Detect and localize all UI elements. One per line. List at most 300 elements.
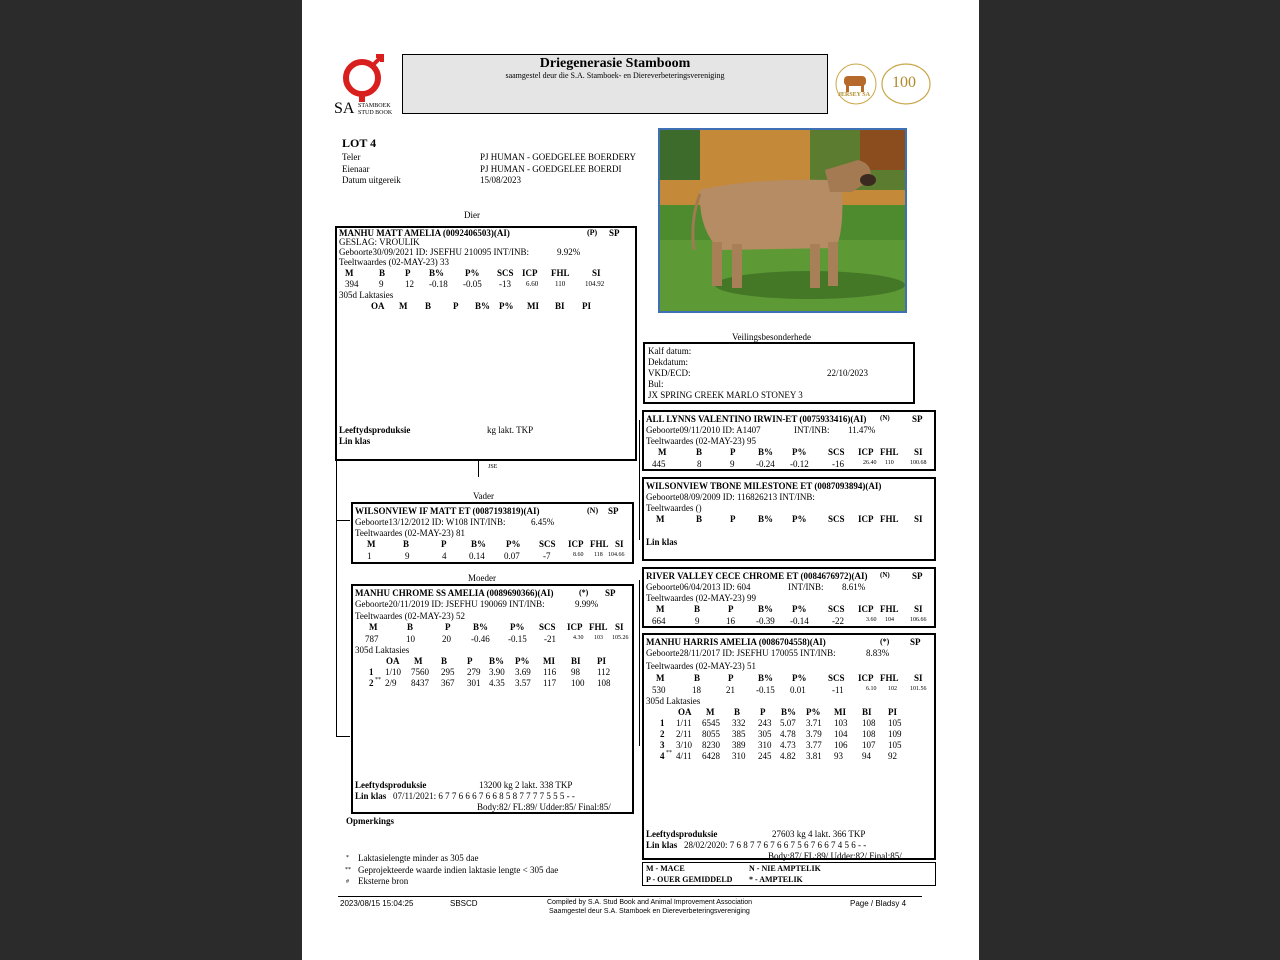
mgs-inb: 8.61% [842, 582, 866, 592]
mgs-ebv-header-ppct: P% [792, 604, 807, 614]
logo-stamboek-text: STAMBOEK [358, 103, 391, 109]
mgd-ebv-header-icp: ICP [858, 673, 874, 683]
lactation-cell: 301 [467, 678, 481, 688]
lactation-cell: 1/11 [676, 718, 692, 728]
mgs-ebv-header-p: P [728, 604, 734, 614]
lactation-cell: 8437 [411, 678, 429, 688]
footer-compiled-af: Saamgestel deur S.A. Stamboek en Diereverbeteringsvereniging [549, 908, 750, 915]
mgs-ebv-value-bpct: -0.39 [756, 616, 775, 626]
lactation-cell: 3.71 [806, 718, 822, 728]
pgd-ebv-header-m: M [656, 514, 665, 524]
lak-header-oa: OA [371, 301, 385, 311]
mgd-lin-label: Lin klas [646, 840, 678, 850]
lactation-cell: 305 [758, 729, 772, 739]
title-box [402, 54, 828, 114]
sire-name: WILSONVIEW IF MATT ET (0087193819)(AI) [355, 506, 540, 516]
pgs-ebv-value-b: 8 [697, 459, 702, 469]
sire-ebv-value-b: 9 [405, 551, 410, 561]
dam-lak-header-ppct: P% [515, 656, 530, 666]
pgs-ebv-value-bpct: -0.24 [756, 459, 775, 469]
pedigree-page [302, 0, 979, 960]
dam-ebv-header-p: P [445, 622, 451, 632]
mgd-lak-header-oa: OA [678, 707, 692, 717]
dam-ebv-header-bpct: B% [473, 622, 489, 632]
mgd-ebv-value-m: 530 [652, 685, 666, 695]
lactation-cell: 4.82 [780, 751, 796, 761]
connector-line [336, 460, 337, 736]
mgs-sp: SP [912, 571, 923, 581]
footnote-text: Laktasielengte minder as 305 dae [358, 853, 479, 863]
mgs-ebv-value-ppct: -0.14 [790, 616, 809, 626]
footnote-mark: ** [345, 867, 351, 873]
auction-label-vkd: VKD/ECD: [648, 368, 691, 378]
dam-ebv-value-scs: -21 [544, 634, 556, 644]
lactation-number: 2 [369, 678, 374, 688]
mgd-ebv-value-ppct: 0.01 [790, 685, 806, 695]
lot-title: LOT 4 [342, 136, 377, 150]
auction-bull-name: JX SPRING CREEK MARLO STONEY 3 [648, 390, 803, 400]
lactation-cell: 108 [862, 718, 876, 728]
lactation-cell: 3/10 [676, 740, 693, 750]
mgd-lak-header-ppct: P% [806, 707, 821, 717]
mgd-ebv-header-scs: SCS [828, 673, 845, 683]
lactation-cell: 4.35 [489, 678, 505, 688]
logo-sa-text: SA [334, 100, 355, 117]
animal-laktasies: 305d Laktasies [339, 290, 394, 300]
mgd-ebv-value-bpct: -0.15 [756, 685, 775, 695]
paternal-granddam-box [642, 477, 936, 561]
dam-lak-header-p: P [467, 656, 473, 666]
lactation-cell: 104 [834, 729, 848, 739]
sa-studbook-logo [332, 52, 404, 120]
mgd-teelt: Teeltwaardes (02-MAY-23) 51 [646, 661, 757, 671]
pgs-intinb: INT/INB: [794, 425, 830, 435]
animal-birth: Geboorte30/09/2021 ID: JSEFHU 210095 INT/INB: [339, 247, 529, 257]
section-label-dier: Dier [464, 210, 480, 220]
lactation-cell: 106 [834, 740, 848, 750]
lactation-cell: 310 [732, 751, 746, 761]
lactation-cell: 8055 [702, 729, 720, 739]
pgs-birth: Geboorte09/11/2010 ID: A1407 [646, 425, 761, 435]
connector-line [478, 460, 479, 477]
lactation-cell: 107 [862, 740, 876, 750]
ebv-value-scs: -13 [499, 279, 511, 289]
dam-ebv-value-b: 10 [406, 634, 415, 644]
animal-teelt: Teeltwaardes (02-MAY-23) 33 [339, 257, 450, 267]
lak-header-ppct: P% [499, 301, 514, 311]
pgs-ebv-value-si: 100.68 [910, 460, 927, 466]
dam-lak-header-bi: BI [571, 656, 581, 666]
lot-label-teler: Teler [342, 152, 361, 162]
mgs-name: RIVER VALLEY CECE CHROME ET (0084676972)(AI) [646, 571, 868, 581]
lactation-cell: 93 [834, 751, 843, 761]
jersey-sa-logo [834, 62, 932, 106]
dam-lak-header-pi: PI [597, 656, 606, 666]
lactation-cell: 3.57 [515, 678, 531, 688]
sire-ebv-value-scs: -7 [543, 551, 551, 561]
auction-label-dek: Dekdatum: [648, 357, 688, 367]
sire-ebv-value-ppct: 0.07 [504, 551, 520, 561]
mgd-birth: Geboorte28/11/2017 ID: JSEFHU 170055 INT/INB: [646, 648, 836, 658]
pgs-ebv-header-ppct: P% [792, 447, 807, 457]
ebv-header-m: M [345, 268, 354, 278]
lak-header-b: B [425, 301, 432, 311]
lactation-number: 3 [660, 740, 665, 750]
sire-sp: SP [608, 506, 619, 516]
lactation-cell: 105 [888, 718, 902, 728]
lactation-cell: 7560 [411, 667, 429, 677]
mgs-tag: (N) [880, 571, 890, 579]
pgd-ebv-header-ppct: P% [792, 514, 807, 524]
mgd-leef-value: 27603 kg 4 lakt. 366 TKP [772, 829, 866, 839]
dam-ebv-value-m: 787 [365, 634, 379, 644]
dam-lak-header-m: M [414, 656, 423, 666]
ebv-value-icp: 6.60 [526, 280, 539, 288]
mgs-ebv-header-m: M [656, 604, 665, 614]
animal-tag: (P) [587, 228, 598, 237]
footer-page: Page / Bladsy 4 [850, 899, 907, 908]
lactation-cell: 8230 [702, 740, 720, 750]
mgs-ebv-header-fhl: FHL [880, 604, 899, 614]
lactation-number: 4 [660, 751, 665, 761]
sire-ebv-value-p: 4 [442, 551, 447, 561]
mgd-laktasies: 305d Laktasies [646, 696, 701, 706]
dam-laktasies: 305d Laktasies [355, 645, 410, 655]
dam-leef-value: 13200 kg 2 lakt. 338 TKP [479, 780, 573, 790]
lot-value-datum: 15/08/2023 [480, 175, 522, 185]
mgd-name: MANHU HARRIS AMELIA (0086704558)(AI) [646, 637, 826, 647]
ebv-header-si: SI [592, 268, 601, 278]
mgd-lak-header-b: B [734, 707, 741, 717]
sire-ebv-value-bpct: 0.14 [469, 551, 485, 561]
lactation-cell: 6545 [702, 718, 720, 728]
mgs-ebv-header-scs: SCS [828, 604, 845, 614]
footer-datetime: 2023/08/15 15:04:25 [340, 899, 414, 908]
pgs-ebv-value-p: 9 [730, 459, 735, 469]
paternal-grandsire-box [642, 410, 936, 471]
connector-line [639, 420, 640, 540]
dam-lak-header-bpct: B% [489, 656, 505, 666]
sire-ebv-header-ppct: P% [506, 539, 521, 549]
pgd-ebv-header-fhl: FHL [880, 514, 899, 524]
mgd-ebv-header-p: P [728, 673, 734, 683]
pgd-ebv-header-si: SI [914, 514, 923, 524]
legend-box [642, 862, 936, 886]
connector-line [336, 736, 350, 737]
footer-code: SBSCD [450, 899, 478, 908]
mgd-lak-header-pi: PI [888, 707, 897, 717]
dam-leef-label: Leeftydsproduksie [355, 780, 427, 790]
legend-value-n: N - NIE AMPTELIK [749, 864, 821, 873]
lactation-number: 2 [660, 729, 665, 739]
ebv-value-ppct: -0.05 [463, 279, 482, 289]
mgs-ebv-header-b: B [694, 604, 701, 614]
auction-label-kalf: Kalf datum: [648, 346, 692, 356]
pgs-inb: 11.47% [848, 425, 876, 435]
lak-header-bpct: B% [475, 301, 491, 311]
pgs-ebv-header-m: M [658, 447, 667, 457]
logo-studbook-text: STUD BOOK [358, 110, 393, 116]
dam-ebv-header-scs: SCS [539, 622, 556, 632]
lactation-cell: 4.73 [780, 740, 796, 750]
mgs-ebv-value-fhl: 104 [885, 617, 894, 623]
lactation-cell: 105 [888, 740, 902, 750]
lactation-cell: 100 [571, 678, 585, 688]
lot-label-eienaar: Eienaar [342, 164, 370, 174]
mgd-lak-header-mi: MI [834, 707, 846, 717]
pgd-ebv-header-scs: SCS [828, 514, 845, 524]
footer-rule [338, 896, 922, 897]
sire-ebv-value-fhl: 118 [594, 552, 603, 558]
sire-ebv-value-icp: 8.60 [573, 552, 584, 558]
lactation-cell: 367 [441, 678, 455, 688]
dam-lin-value: 07/11/2021: 6 7 7 6 6 6 7 6 6 8 5 8 7 7 7 7 5 5 5 - - [393, 791, 575, 801]
sire-ebv-header-si: SI [615, 539, 624, 549]
mgd-ebv-value-icp: 6.10 [866, 686, 877, 692]
mgs-ebv-header-bpct: B% [758, 604, 774, 614]
ebv-header-b: B [379, 268, 386, 278]
jersey-heifer-photo-icon [660, 130, 905, 311]
mgd-ebv-value-fhl: 102 [888, 686, 897, 692]
lactation-cell: 108 [597, 678, 611, 688]
connector-line [336, 520, 350, 521]
lactation-cell: 116 [543, 667, 557, 677]
page-title: Driegenerasie Stamboom [539, 56, 691, 71]
lot-value-eienaar: PJ HUMAN - GOEDGELEE BOERDI [480, 164, 622, 174]
lactation-cell: 279 [467, 667, 481, 677]
pgs-ebv-header-bpct: B% [758, 447, 774, 457]
lactation-cell: 3.90 [489, 667, 505, 677]
lactation-number: 1 [660, 718, 665, 728]
mgd-ebv-value-scs: -11 [832, 685, 844, 695]
auction-details-box [643, 342, 915, 404]
lactation-cell: 243 [758, 718, 772, 728]
mgd-body: Body:87/ FL:89/ Udder:82/ Final:85/ [768, 851, 902, 861]
mgd-lak-header-bpct: B% [781, 707, 797, 717]
pgs-ebv-value-ppct: -0.12 [790, 459, 809, 469]
page-subtitle: saamgestel deur die S.A. Stamboek- en Diereverbeteringsvereniging [505, 71, 725, 80]
animal-sp: SP [609, 228, 620, 238]
jersey-sa-text: JERSEY SA [838, 92, 870, 98]
dam-tag: (*) [579, 588, 589, 597]
ebv-header-p: P [405, 268, 411, 278]
lactation-projected-mark: ** [375, 677, 381, 683]
dam-ebv-header-b: B [407, 622, 414, 632]
lactation-cell: 332 [732, 718, 746, 728]
animal-photo [658, 128, 907, 313]
mgd-lak-header-bi: BI [862, 707, 872, 717]
lactation-cell: 4.78 [780, 729, 796, 739]
pgs-ebv-value-scs: -16 [832, 459, 844, 469]
pgs-tag: (N) [880, 414, 890, 422]
mgs-ebv-value-b: 9 [695, 616, 700, 626]
sire-ebv-header-scs: SCS [539, 539, 556, 549]
ebv-header-scs: SCS [497, 268, 514, 278]
footnote-mark: # [346, 879, 349, 885]
sire-ebv-header-bpct: B% [471, 539, 487, 549]
centenary-number: 100 [892, 74, 916, 91]
lactation-cell: 3.81 [806, 751, 822, 761]
lot-label-datum: Datum uitgereik [342, 175, 401, 185]
pgd-ebv-header-icp: ICP [858, 514, 874, 524]
dam-ebv-value-ppct: -0.15 [508, 634, 527, 644]
dam-box [351, 584, 634, 814]
dam-ebv-value-p: 20 [442, 634, 451, 644]
mgd-ebv-header-m: M [656, 673, 665, 683]
dam-ebv-value-icp: 4.30 [573, 635, 584, 641]
pgs-ebv-header-scs: SCS [828, 447, 845, 457]
mgd-ebv-header-si: SI [914, 673, 923, 683]
dam-ebv-header-si: SI [615, 622, 624, 632]
sire-ebv-header-b: B [403, 539, 410, 549]
sire-ebv-header-fhl: FHL [590, 539, 609, 549]
lactation-cell: 94 [862, 751, 871, 761]
legend-value-star: * - AMPTELIK [749, 875, 803, 884]
mgs-ebv-value-m: 664 [652, 616, 666, 626]
mgd-ebv-header-b: B [694, 673, 701, 683]
ebv-value-m: 394 [345, 279, 359, 289]
pgd-teelt: Teeltwaardes () [646, 503, 702, 513]
lactation-cell: 3.69 [515, 667, 531, 677]
mgs-birth: Geboorte06/04/2013 ID: 604 [646, 582, 751, 592]
auction-label-bul: Bul: [648, 379, 664, 389]
pgd-ebv-header-p: P [730, 514, 736, 524]
mgd-sp: SP [910, 637, 921, 647]
lactation-cell: 117 [543, 678, 557, 688]
ebv-value-si: 104.92 [585, 280, 605, 288]
mgd-inb: 8.83% [866, 648, 890, 658]
dam-ebv-header-fhl: FHL [589, 622, 608, 632]
opmerkings-label: Opmerkings [346, 816, 395, 826]
ebv-header-ppct: P% [465, 268, 480, 278]
dam-lak-header-mi: MI [543, 656, 555, 666]
lactation-cell: 5.07 [780, 718, 796, 728]
animal-ebv-header [345, 268, 354, 278]
mgd-leef-label: Leeftydsproduksie [646, 829, 718, 839]
connector-line [639, 580, 640, 746]
lactation-cell: 92 [888, 751, 897, 761]
pgd-birth: Geboorte08/09/2009 ID: 116826213 INT/INB: [646, 492, 815, 502]
footnote-text: Geprojekteerde waarde indien laktasie lengte < 305 dae [358, 865, 559, 875]
footnote-text: Eksterne bron [358, 876, 409, 886]
ebv-header-fhl: FHL [551, 268, 570, 278]
mgd-lak-header-p: P [760, 707, 766, 717]
animal-box [335, 226, 637, 461]
lactation-cell: 295 [441, 667, 455, 677]
sire-ebv-header-m: M [367, 539, 376, 549]
pgs-ebv-value-icp: 26.40 [863, 460, 877, 466]
maternal-grandsire-box [642, 567, 936, 628]
pgs-name: ALL LYNNS VALENTINO IRWIN-ET (0075933416)(AI) [646, 414, 867, 424]
lactation-cell: 2/11 [676, 729, 692, 739]
mgd-ebv-value-b: 18 [692, 685, 701, 695]
mgs-ebv-header-si: SI [914, 604, 923, 614]
lactation-number: 1 [369, 667, 374, 677]
sire-box [351, 502, 634, 564]
lak-header-bi: BI [555, 301, 565, 311]
sire-ebv-header-icp: ICP [568, 539, 584, 549]
mgd-lin-value: 28/02/2020: 7 6 8 7 7 6 7 6 6 7 5 6 7 6 6 7 4 5 6 - - [684, 840, 867, 850]
lak-header-pi: PI [582, 301, 591, 311]
mgd-tag: (*) [880, 637, 890, 646]
lactation-cell: 103 [834, 718, 848, 728]
sire-ebv-header-p: P [441, 539, 447, 549]
lactation-cell: 109 [888, 729, 902, 739]
legend-key-m: M - MACE [646, 864, 685, 873]
mgd-ebv-header-fhl: FHL [880, 673, 899, 683]
lactation-cell: 389 [732, 740, 746, 750]
pgs-sp: SP [912, 414, 923, 424]
lactation-cell: 6428 [702, 751, 720, 761]
pgs-teelt: Teeltwaardes (02-MAY-23) 95 [646, 436, 757, 446]
lak-header-mi: MI [527, 301, 539, 311]
dam-ebv-value-bpct: -0.46 [471, 634, 490, 644]
lak-header-m: M [399, 301, 408, 311]
pgs-ebv-header-icp: ICP [858, 447, 874, 457]
lot-value-teler: PJ HUMAN - GOEDGELEE BOERDERY [480, 152, 636, 162]
ebv-value-p: 12 [405, 279, 414, 289]
auction-value-vkd: 22/10/2023 [827, 368, 869, 378]
dam-ebv-value-fhl: 103 [594, 635, 603, 641]
dam-ebv-value-si: 105.26 [612, 635, 629, 641]
lactation-cell: 4/11 [676, 751, 692, 761]
mgd-ebv-value-si: 101.56 [910, 686, 927, 692]
footnote-mark: * [346, 855, 349, 861]
sire-inb: 6.45% [531, 517, 555, 527]
pgd-ebv-header-bpct: B% [758, 514, 774, 524]
pgs-ebv-header-b: B [696, 447, 703, 457]
dam-body: Body:82/ FL:89/ Udder:85/ Final:85/ [477, 802, 611, 812]
mgd-ebv-value-p: 21 [726, 685, 735, 695]
studbook-emblem-icon [332, 52, 404, 102]
lactation-cell: 112 [597, 667, 611, 677]
dam-lak-header-oa: OA [386, 656, 400, 666]
ebv-value-fhl: 110 [555, 280, 566, 288]
dam-sp: SP [605, 588, 616, 598]
mgd-ebv-header-ppct: P% [792, 673, 807, 683]
lactation-cell: 3.77 [806, 740, 822, 750]
section-label-vader: Vader [473, 491, 494, 501]
maternal-granddam-box [642, 633, 936, 860]
pgs-ebv-header-si: SI [914, 447, 923, 457]
lactation-cell: 385 [732, 729, 746, 739]
sire-teelt: Teeltwaardes (02-MAY-23) 81 [355, 528, 466, 538]
mgs-ebv-value-si: 106.66 [910, 617, 927, 623]
sire-tag: (N) [587, 506, 599, 515]
mgs-intinb: INT/INB: [788, 582, 824, 592]
mgs-ebv-header-icp: ICP [858, 604, 874, 614]
sire-birth: Geboorte13/12/2012 ID: W108 INT/INB: [355, 517, 506, 527]
dam-name: MANHU CHROME SS AMELIA (0089690366)(AI) [355, 588, 554, 598]
section-label-moeder: Moeder [468, 573, 496, 583]
lactation-cell: 310 [758, 740, 772, 750]
lactation-cell: 108 [862, 729, 876, 739]
dam-lin-label: Lin klas [355, 791, 387, 801]
animal-leef-label: Leeftydsproduksie [339, 425, 411, 435]
pgd-ebv-header-b: B [696, 514, 703, 524]
sire-ebv-value-m: 1 [367, 551, 372, 561]
ebv-value-bpct: -0.18 [429, 279, 448, 289]
legend-key-p: P - OUER GEMIDDELD [646, 875, 733, 884]
dam-teelt: Teeltwaardes (02-MAY-23) 52 [355, 611, 466, 621]
pgs-ebv-value-fhl: 110 [885, 460, 894, 466]
footer-compiled-en: Compiled by S.A. Stud Book and Animal Improvement Association [547, 899, 753, 906]
dam-inb: 9.99% [575, 599, 599, 609]
dam-ebv-header-m: M [369, 622, 378, 632]
ebv-header-icp: ICP [522, 268, 538, 278]
pgs-ebv-value-m: 445 [652, 459, 666, 469]
animal-lin-label: Lin klas [339, 436, 371, 446]
